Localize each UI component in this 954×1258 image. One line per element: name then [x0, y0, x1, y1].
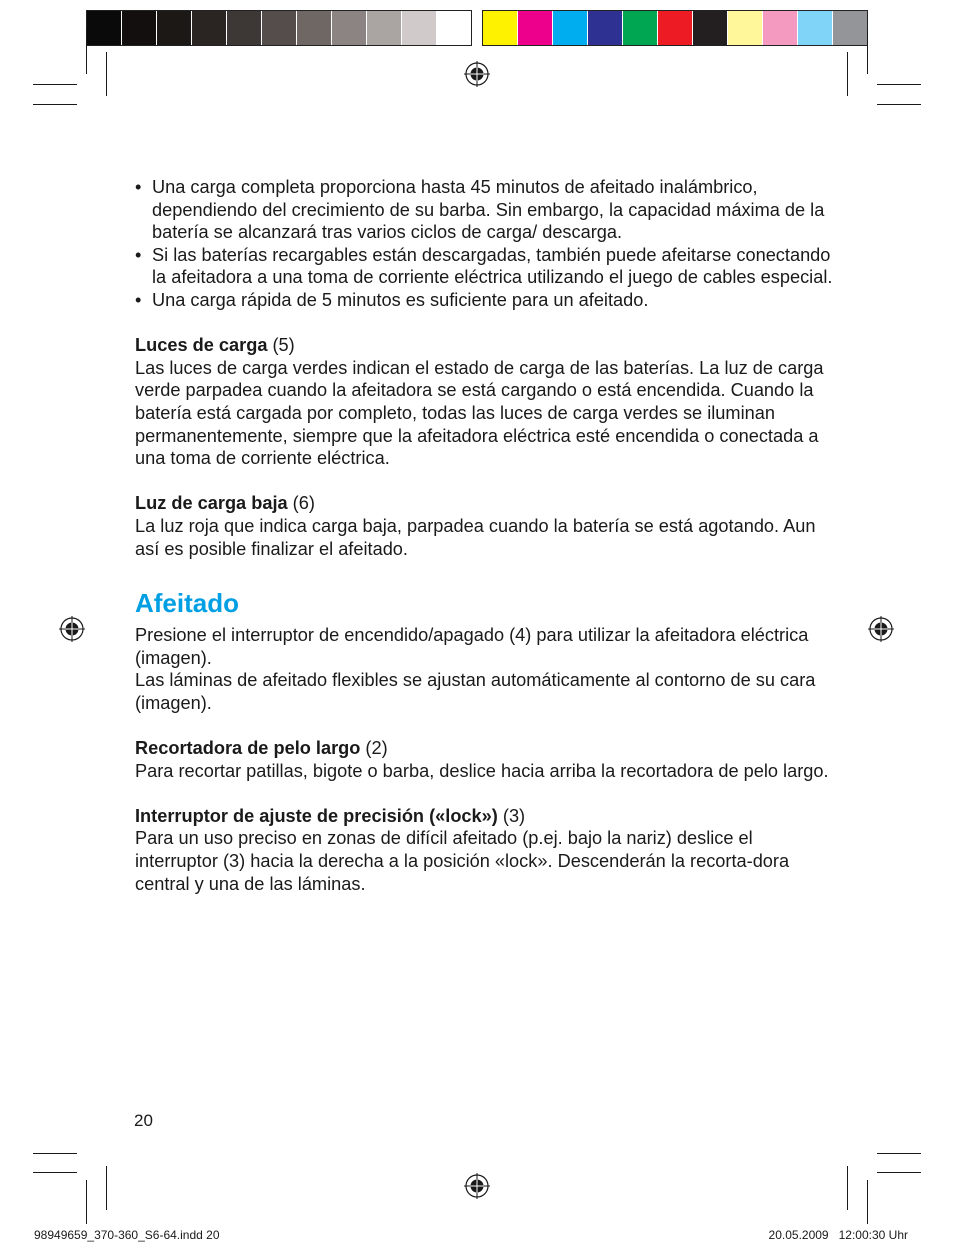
- bullet-marker: •: [135, 177, 142, 197]
- color-swatch: [402, 11, 437, 45]
- paragraph: Presione el interruptor de encendido/apagado (4) para utilizar la afeitadora eléctrica (imagen).: [135, 625, 809, 668]
- footer-timestamp: 20.05.2009 12:00:30 Uhr: [768, 1228, 908, 1242]
- section-body: Las luces de carga verdes indican el estado de carga de las baterías. La luz de carga verde parpadea cuando la afeitadora se está cargando o está encendida. Cuando la batería está cargada por completo, todas las luces de carga verdes se iluminan permanentemente, siempre que la afeitadora eléctrica esté encendida o conectada a una toma de corriente eléctrica.: [135, 357, 824, 469]
- color-swatch: [623, 11, 658, 45]
- color-swatch: [693, 11, 728, 45]
- paragraph: Las láminas de afeitado flexibles se ajustan automáticamente al contorno de su cara (imagen).: [135, 670, 816, 713]
- footer-file-info: 98949659_370-360_S6-64.indd 20: [34, 1228, 220, 1242]
- registration-mark-icon: [464, 1173, 490, 1199]
- color-swatch: [833, 11, 867, 45]
- section-recortadora: [135, 737, 835, 782]
- crop-mark: [877, 1172, 921, 1173]
- color-swatch: [483, 11, 518, 45]
- crop-mark: [867, 1180, 868, 1224]
- process-color-bar: [482, 10, 868, 46]
- color-swatch: [658, 11, 693, 45]
- list-item: [135, 289, 835, 312]
- section-body: La luz roja que indica carga baja, parpadea cuando la batería se está agotando. Aun así es posible finalizar el afeitado.: [135, 515, 816, 559]
- color-swatch: [227, 11, 262, 45]
- registration-mark-icon: [59, 616, 85, 642]
- color-swatch: [588, 11, 623, 45]
- crop-mark: [33, 84, 77, 85]
- list-item: [135, 244, 835, 289]
- section-luces-de-carga: [135, 334, 835, 470]
- crop-mark: [86, 1180, 87, 1224]
- section-title: Recortadora de pelo largo: [135, 738, 361, 759]
- crop-mark: [33, 104, 77, 105]
- section-title: Interruptor de ajuste de precisión («lock»): [135, 805, 498, 826]
- bullet-marker: •: [135, 244, 142, 265]
- color-swatch: [763, 11, 798, 45]
- bullet-list: [135, 176, 835, 312]
- color-swatch: [262, 11, 297, 45]
- crop-mark: [106, 1166, 107, 1210]
- color-swatch: [798, 11, 833, 45]
- crop-mark: [877, 1153, 921, 1154]
- section-interruptor: [135, 805, 835, 895]
- list-item-text: Si las baterías recargables están descargadas, también puede afeitarse conectando la afeitadora a una toma de corriente eléctrica utilizando el juego de cables especial.: [152, 244, 833, 288]
- crop-mark: [847, 52, 848, 96]
- section-title: Luces de carga: [135, 335, 268, 356]
- section-body: Para un uso preciso en zonas de difícil afeitado (p.ej. bajo la nariz) deslice el interruptor (3) hacia la derecha a la posición «lock». Descenderán la recorta-dora central y una de las láminas.: [135, 828, 790, 894]
- registration-mark-icon: [868, 616, 894, 642]
- section-heading-afeitado: Afeitado: [135, 588, 239, 619]
- color-swatch: [553, 11, 588, 45]
- crop-mark: [847, 1166, 848, 1210]
- section-title: Luz de carga baja: [135, 493, 288, 514]
- color-swatch: [192, 11, 227, 45]
- crop-mark: [33, 1172, 77, 1173]
- crop-mark: [106, 52, 107, 96]
- registration-mark-icon: [464, 61, 490, 87]
- section-ref: (2): [360, 738, 388, 759]
- section-ref: (3): [497, 805, 526, 826]
- section-luz-de-carga-baja: [135, 492, 835, 560]
- color-swatch: [728, 11, 763, 45]
- crop-mark: [867, 30, 868, 74]
- crop-mark: [877, 84, 921, 85]
- bullet-marker: •: [135, 289, 142, 310]
- color-swatch: [437, 11, 471, 45]
- section-ref: (6): [287, 493, 315, 514]
- color-swatch: [122, 11, 157, 45]
- grayscale-color-bar: [86, 10, 472, 46]
- color-swatch: [332, 11, 367, 45]
- section-ref: (5): [267, 335, 295, 356]
- list-item: [135, 176, 835, 244]
- color-swatch: [157, 11, 192, 45]
- list-item-text: Una carga completa proporciona hasta 45 minutos de afeitado inalámbrico, dependiendo del crecimiento de su barba. Sin embargo, la capacidad máxima de la batería se alcanzará tras varios ciclos de carga/ descarga.: [152, 177, 825, 243]
- crop-mark: [33, 1153, 77, 1154]
- color-swatch: [87, 11, 122, 45]
- page-content: [135, 176, 835, 895]
- color-swatch: [518, 11, 553, 45]
- list-item-text: Una carga rápida de 5 minutos es suficiente para un afeitado.: [152, 289, 649, 310]
- page-number: 20: [134, 1111, 153, 1130]
- color-swatch: [297, 11, 332, 45]
- color-swatch: [367, 11, 402, 45]
- section-body: Para recortar patillas, bigote o barba, deslice hacia arriba la recortadora de pelo largo.: [135, 760, 829, 781]
- crop-mark: [877, 104, 921, 105]
- crop-mark: [86, 30, 87, 74]
